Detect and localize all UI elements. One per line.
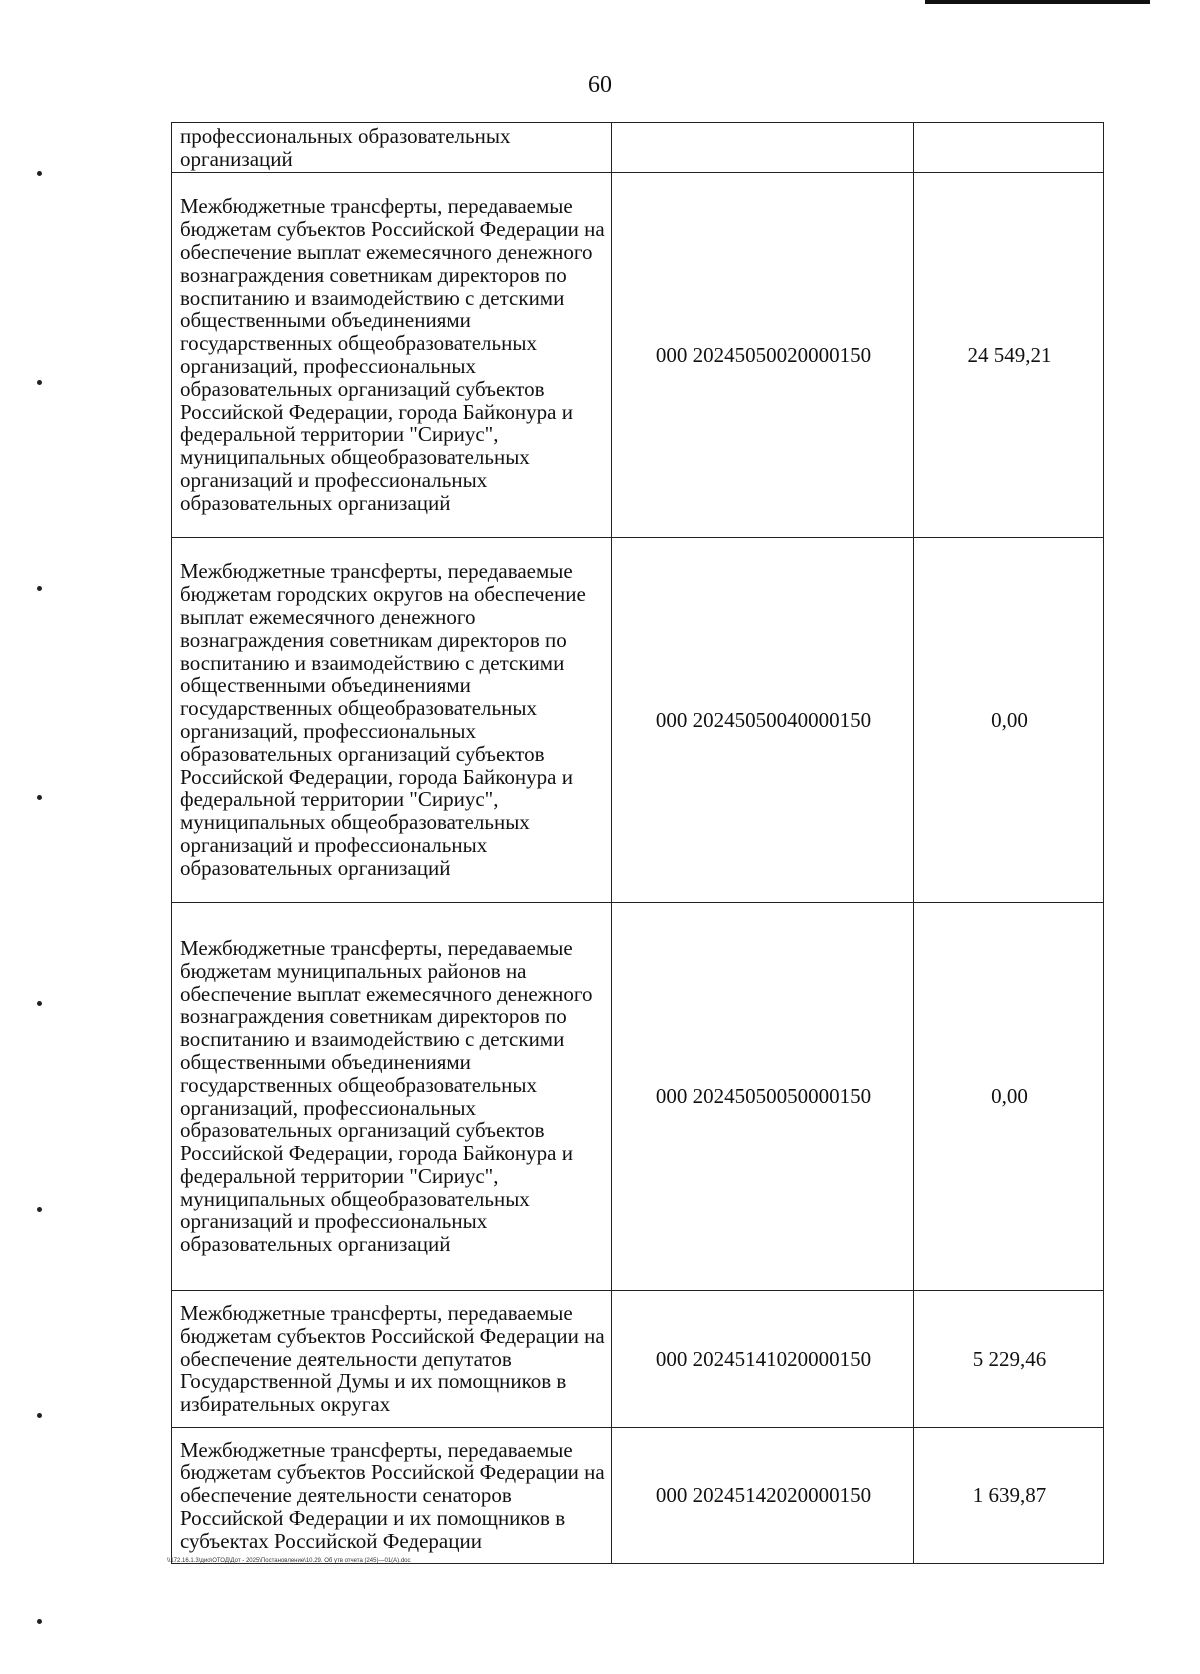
- table-row: [172, 123, 1104, 173]
- margin-dot: [37, 1001, 42, 1006]
- table-row: [172, 173, 1104, 538]
- row-code-cell: 000 20245050040000150: [612, 538, 914, 903]
- page-number: 60: [588, 72, 612, 98]
- income-table: [171, 122, 1104, 1564]
- margin-dot: [37, 1619, 42, 1624]
- row-code-cell: 000 20245141020000150: [612, 1291, 914, 1428]
- row-code-cell: [612, 123, 914, 173]
- row-name-cell: профессиональных образовательных организаций: [172, 123, 612, 173]
- row-amount-cell: 1 639,87: [914, 1428, 1104, 1564]
- table-row: [172, 538, 1104, 903]
- row-name-cell: Межбюджетные трансферты, передаваемые бюджетам субъектов Российской Федерации на обеспечение деятельности депутатов Государственной Думы и их помощников в избирательных округах: [172, 1291, 612, 1428]
- table-row: [172, 1291, 1104, 1428]
- row-amount-cell: 0,00: [914, 538, 1104, 903]
- margin-dot: [37, 1207, 42, 1212]
- margin-dot: [37, 795, 42, 800]
- row-name-cell: Межбюджетные трансферты, передаваемые бюджетам городских округов на обеспечение выплат ежемесячного денежного вознаграждения советникам директоров по воспитанию и взаимодействию с детскими общественными объединениями государственных общеобразовательных организаций, профессиональных образовательных организаций субъектов Российской Федерации, города Байконура и федеральной территории "Сириус", муниципальных общеобразовательных организаций и профессиональных образовательных организаций: [172, 538, 612, 903]
- row-amount-cell: [914, 123, 1104, 173]
- margin-dot: [37, 586, 42, 591]
- margin-dot: [37, 380, 42, 385]
- row-name-cell: Межбюджетные трансферты, передаваемые бюджетам муниципальных районов на обеспечение выплат ежемесячного денежного вознаграждения советникам директоров по воспитанию и взаимодействию с детскими общественными объединениями государственных общеобразовательных организаций, профессиональных образовательных организаций субъектов Российской Федерации, города Байконура и федеральной территории "Сириус", муниципальных общеобразовательных организаций и профессиональных образовательных организаций: [172, 903, 612, 1291]
- row-name-cell: Межбюджетные трансферты, передаваемые бюджетам субъектов Российской Федерации на обеспечение деятельности сенаторов Российской Федерации и их помощников в субъектах Российской Федерации: [172, 1428, 612, 1564]
- row-amount-cell: 5 229,46: [914, 1291, 1104, 1428]
- table-row: [172, 1428, 1104, 1564]
- table-row: [172, 903, 1104, 1291]
- margin-dot: [37, 1413, 42, 1418]
- row-code-cell: 000 20245142020000150: [612, 1428, 914, 1564]
- row-code-cell: 000 20245050050000150: [612, 903, 914, 1291]
- row-amount-cell: 24 549,21: [914, 173, 1104, 538]
- row-code-cell: 000 20245050020000150: [612, 173, 914, 538]
- row-name-cell: Межбюджетные трансферты, передаваемые бюджетам субъектов Российской Федерации на обеспечение выплат ежемесячного денежного вознаграждения советникам директоров по воспитанию и взаимодействию с детскими общественными объединениями государственных общеобразовательных организаций, профессиональных образовательных организаций субъектов Российской Федерации, города Байконура и федеральной территории "Сириус", муниципальных общеобразовательных организаций и профессиональных образовательных организаций: [172, 173, 612, 538]
- top-rule: [925, 0, 1150, 4]
- row-amount-cell: 0,00: [914, 903, 1104, 1291]
- footer-file-path: \\172.16.1.3\дио\ОТОД\Дот - 2025\Постановление\10.29. Об утв отчета (245)—01(А).doc: [167, 1558, 411, 1564]
- margin-dot: [37, 171, 42, 176]
